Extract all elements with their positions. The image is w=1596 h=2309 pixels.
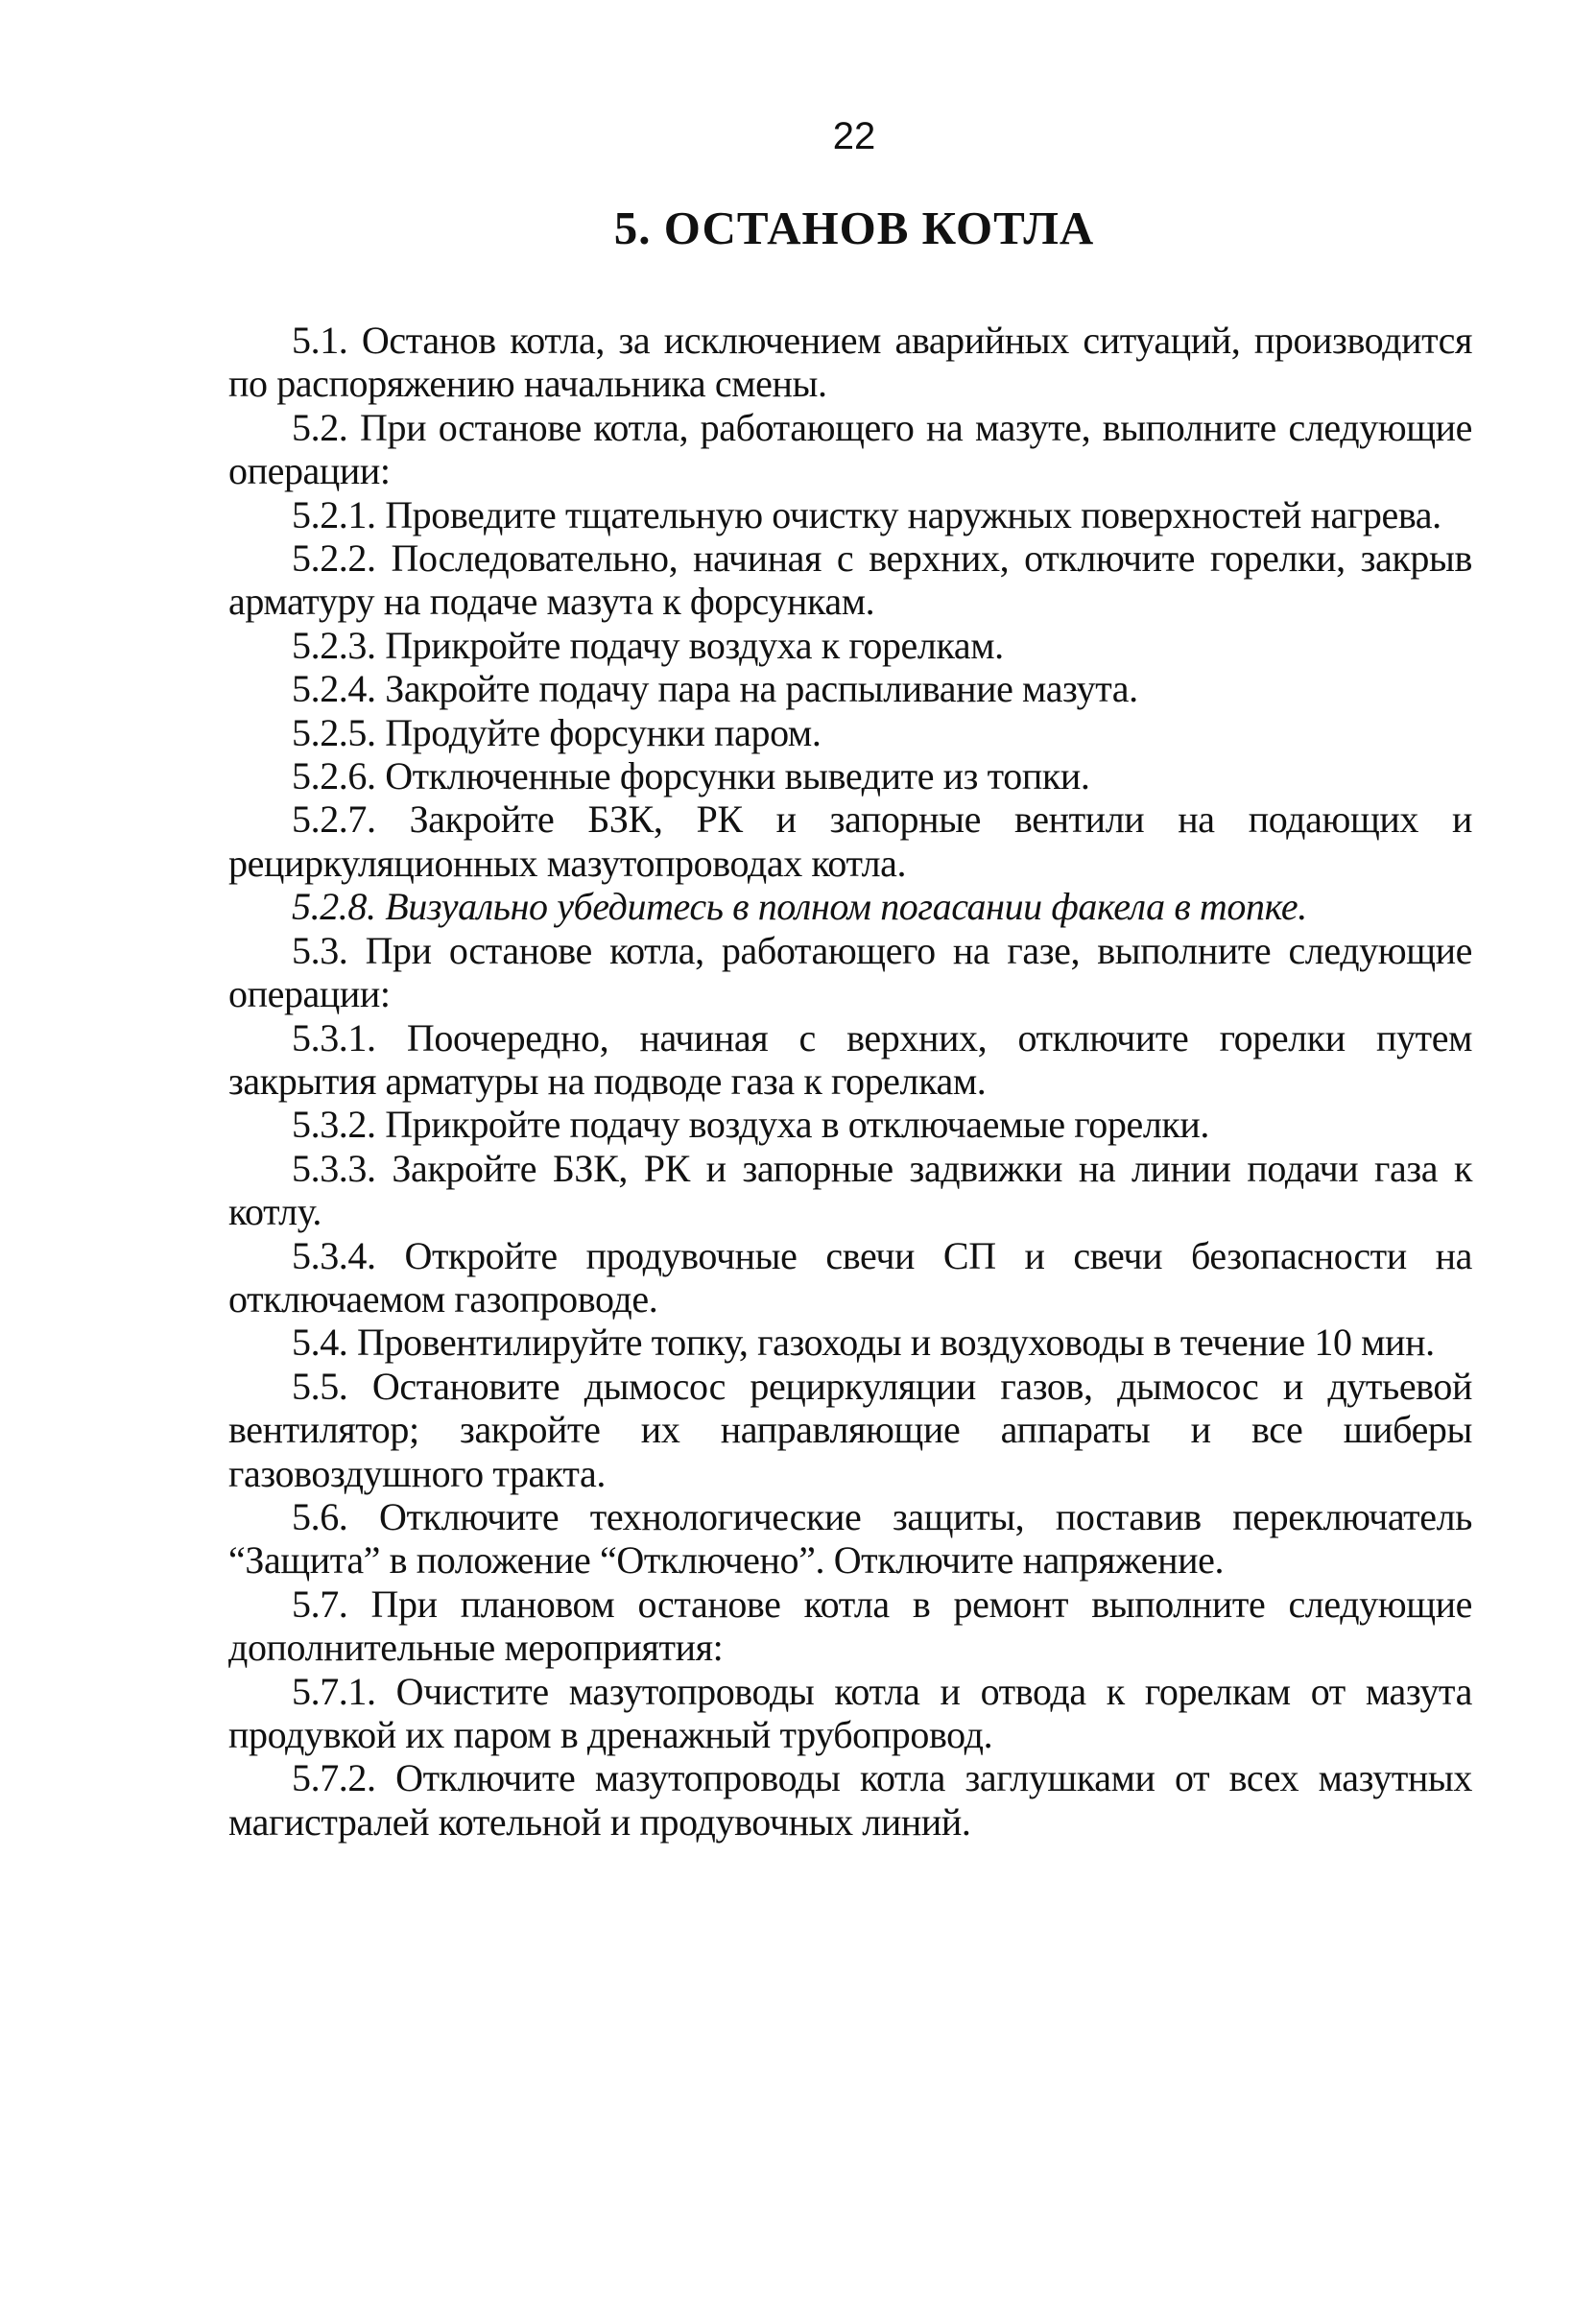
paragraph-5-2-4: 5.2.4. Закройте подачу пара на распыливание мазута.: [292, 667, 1138, 711]
paragraph-5-4: 5.4. Провентилируйте топку, газоходы и воздуховоды в течение 10 мин.: [292, 1321, 1435, 1365]
paragraph-5-3-3: 5.3.3. Закройте БЗК, РК и запорные задвижки на линии подачи газа к котлу.: [228, 1146, 1472, 1234]
page-number: 22: [832, 115, 876, 157]
paragraph-5-2-5: 5.2.5. Продуйте форсунки паром.: [292, 710, 822, 754]
paragraph-5-3-2: 5.3.2. Прикройте подачу воздуха в отключаемые горелки.: [292, 1103, 1210, 1147]
paragraph-5-7-1: 5.7.1. Очистите мазутопроводы котла и отвода к горелкам от мазута продувкой их паром в дренажный трубопровод.: [228, 1669, 1472, 1756]
paragraph-5-2-6: 5.2.6. Отключенные форсунки выведите из топки.: [292, 754, 1090, 798]
paragraph-5-5: 5.5. Остановите дымосос рециркуляции газов, дымосос и дутьевой вентилятор; закройте их направляющие аппараты и все шиберы газовоздушного тракта.: [228, 1364, 1472, 1495]
paragraph-5-3-4: 5.3.4. Откройте продувочные свечи СП и свечи безопасности на отключаемом газопроводе.: [228, 1233, 1472, 1321]
paragraph-5-7: 5.7. При плановом останове котла в ремонт выполните следующие дополнительные мероприятия:: [228, 1582, 1472, 1670]
paragraph-5-3: 5.3. При останове котла, работающего на газе, выполните следующие операции:: [228, 928, 1472, 1016]
paragraph-5-2-2: 5.2.2. Последовательно, начиная с верхних, отключите горелки, закрыв арматуру на подаче мазута к форсункам.: [228, 536, 1472, 624]
paragraph-5-2: 5.2. При останове котла, работающего на мазуте, выполните следующие операции:: [228, 405, 1472, 493]
paragraph-5-7-2: 5.7.2. Отключите мазутопроводы котла заглушками от всех мазутных магистралей котельной и продувочных линий.: [228, 1756, 1472, 1844]
section-title: 5. ОСТАНОВ КОТЛА: [613, 202, 1095, 254]
paragraph-5-2-7: 5.2.7. Закройте БЗК, РК и запорные вентили на подающих и рециркуляционных мазутопроводах котла.: [228, 797, 1472, 885]
paragraph-5-2-1: 5.2.1. Проведите тщательную очистку наружных поверхностей нагрева.: [292, 492, 1441, 536]
section-body: [228, 319, 1472, 1844]
paragraph-5-3-1: 5.3.1. Поочередно, начиная с верхних, отключите горелки путем закрытия арматуры на подводе газа к горелкам.: [228, 1015, 1472, 1103]
paragraph-5-1: 5.1. Останов котла, за исключением аварийных ситуаций, производится по распоряжению начальника смены.: [228, 319, 1472, 406]
paragraph-5-2-8: 5.2.8. Визуально убедитесь в полном погасании факела в топке.: [292, 885, 1307, 929]
paragraph-5-6: 5.6. Отключите технологические защиты, поставив переключатель “Защита” в положение “Отключено”. Отключите напряжение.: [228, 1494, 1472, 1583]
paragraph-5-2-3: 5.2.3. Прикройте подачу воздуха к горелкам.: [292, 623, 1004, 667]
